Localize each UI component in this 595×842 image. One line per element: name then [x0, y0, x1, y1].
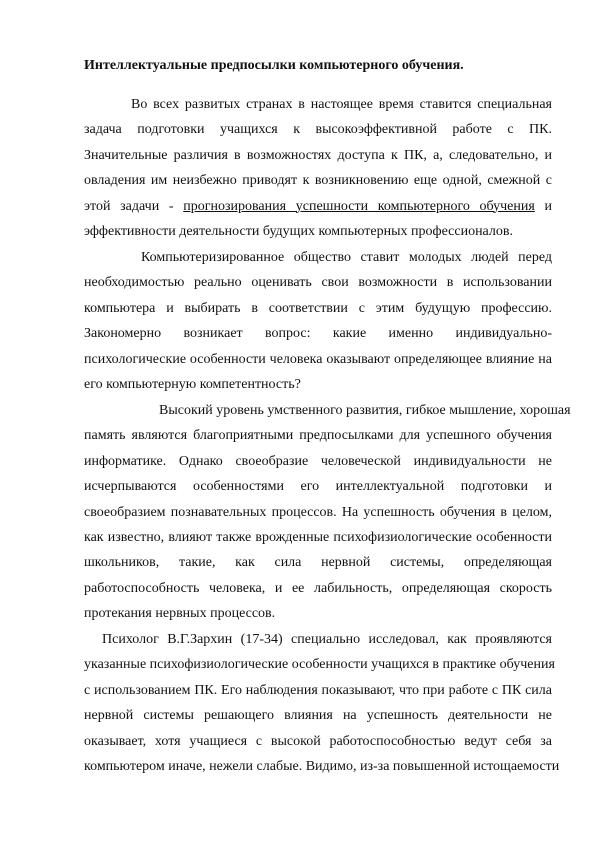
text-line: Психолог В.Г.Зархин (17-34) специально исследовал, как проявляются: [102, 632, 552, 647]
paragraph-2: [84, 245, 552, 397]
underlined-phrase: прогнозирования успешности компьютерного обучения: [183, 198, 535, 214]
paragraph-1: [84, 92, 552, 244]
text-line: указанные психофизиологические особенности учащихся в практике обучения: [84, 657, 555, 673]
text-line: Компьютеризированное общество ставит молодых людей перед: [141, 250, 552, 265]
document-title: Интеллектуальные предпосылки компьютерного обучения.: [84, 58, 464, 73]
text-line: компьютером иначе, нежели слабые. Видимо, из-за повышенной истощаемости: [84, 758, 560, 774]
text-line: протекания нервных процессов.: [84, 606, 276, 622]
text-line: исчерпываются особенностями его интеллектуальной подготовки и: [84, 479, 552, 495]
text-line: Во всех развитых странах в настоящее время ставится специальная: [131, 97, 552, 112]
text-line: овладения им неизбежно приводят к возникновению еще одной, смежной с: [84, 173, 552, 189]
text-line: школьников, такие, как сила нервной системы, определяющая: [84, 555, 552, 571]
text-line: оказывает, хотя учащиеся с высокой работоспособностью ведут себя за: [84, 733, 552, 749]
text-line: компьютера и выбирать в соответствии с этим будущую профессию.: [84, 300, 552, 316]
text-line: необходимостью реально оценивать свои возможности в использовании: [84, 275, 552, 291]
paragraph-4: [84, 627, 560, 779]
text-fragment: и: [534, 198, 552, 214]
text-line: с использованием ПК. Его наблюдения показывают, что при работе с ПК сила: [84, 682, 552, 698]
text-line: Закономерно возникает вопрос: какие именно индивидуально-: [84, 326, 552, 342]
text-line: Высокий уровень умственного развития, гибкое мышление, хорошая: [159, 403, 571, 418]
text-line: как известно, влияют также врожденные психофизиологические особенности: [84, 529, 552, 545]
paragraph-3: [84, 398, 571, 627]
text-line: его компьютерную компетентность?: [84, 376, 301, 392]
text-line: Значительные различия в возможностях доступа к ПК, а, следовательно, и: [84, 147, 552, 163]
text-line: своеобразием познавательных процессов. На успешность обучения в целом,: [84, 504, 552, 520]
text-line: нервной системы решающего влияния на успешность деятельности не: [84, 708, 552, 724]
text-line: эффективности деятельности будущих компьютерных профессионалов.: [84, 223, 513, 239]
text-fragment: этой задачи -: [84, 198, 184, 214]
text-line: задача подготовки учащихся к высокоэффективной работе с ПК.: [84, 122, 552, 138]
text-line: психологические особенности человека оказывают определяющее влияние на: [84, 351, 552, 367]
text-line: информатике. Однако своеобразие человеческой индивидуальности не: [84, 453, 552, 469]
text-line-with-underline: [84, 194, 552, 219]
text-line: память являются благоприятными предпосылками для успешного обучения: [84, 428, 552, 444]
text-line: работоспособность человека, и ее лабильность, определяющая скорость: [84, 580, 552, 596]
